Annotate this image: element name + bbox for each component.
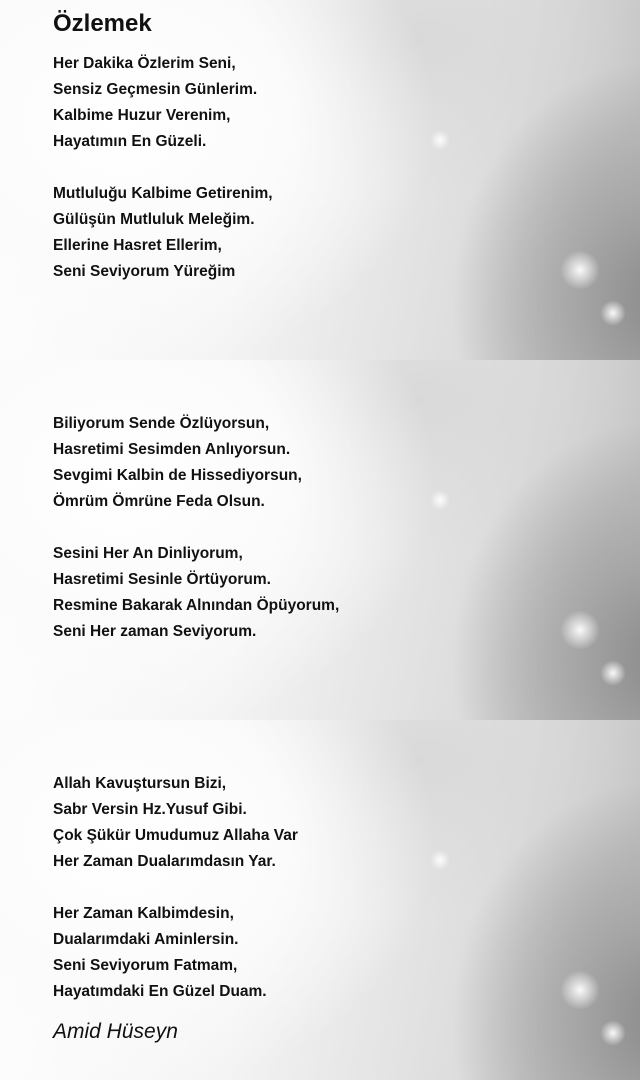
bokeh-light [430, 490, 450, 510]
poem-line: Kalbime Huzur Verenim, [53, 107, 231, 124]
poem-line: Her Dakika Özlerim Seni, [53, 55, 236, 72]
poem-panel-1 [0, 0, 640, 360]
bokeh-light [600, 1020, 626, 1046]
poem-line: Hayatımın En Güzeli. [53, 133, 207, 150]
poem-line: Seni Seviyorum Yüreğim [53, 263, 236, 280]
stanza-3 [53, 411, 302, 515]
poem-line: Allah Kavuştursun Bizi, [53, 775, 227, 792]
bokeh-light [560, 970, 600, 1010]
poem-title: Özlemek [53, 10, 152, 37]
poem-line: Çok Şükür Umudumuz Allaha Var [53, 827, 298, 844]
poem-line: Hayatımdaki En Güzel Duam. [53, 983, 267, 1000]
poem-line: Hasretimi Sesimden Anlıyorsun. [53, 441, 291, 458]
poem-line: Resmine Bakarak Alnından Öpüyorum, [53, 597, 340, 614]
poem-line: Her Zaman Dualarımdasın Yar. [53, 853, 276, 870]
poem-line: Gülüşün Mutluluk Meleğim. [53, 211, 255, 228]
poem-line: Ömrüm Ömrüne Feda Olsun. [53, 493, 265, 510]
bokeh-light [560, 610, 600, 650]
stanza-5 [53, 771, 298, 875]
bokeh-light [430, 850, 450, 870]
bokeh-light [600, 660, 626, 686]
poem-line: Biliyorum Sende Özlüyorsun, [53, 415, 270, 432]
poem-panel-2 [0, 360, 640, 720]
stanza-4 [53, 541, 339, 645]
poem-line: Hasretimi Sesinle Örtüyorum. [53, 571, 271, 588]
poem-line: Her Zaman Kalbimdesin, [53, 905, 234, 922]
poem-author: Amid Hüseyn [53, 1020, 178, 1043]
stanza-6 [53, 901, 267, 1005]
poem-line: Sevgimi Kalbin de Hissediyorsun, [53, 467, 302, 484]
poem-line: Mutluluğu Kalbime Getirenim, [53, 185, 273, 202]
stanza-1 [53, 51, 257, 155]
poem-line: Sesini Her An Dinliyorum, [53, 545, 243, 562]
poem-line: Dualarımdaki Aminlersin. [53, 931, 239, 948]
poem-line: Seni Seviyorum Fatmam, [53, 957, 238, 974]
bokeh-light [600, 300, 626, 326]
bokeh-light [560, 250, 600, 290]
poem-line: Seni Her zaman Seviyorum. [53, 623, 257, 640]
bokeh-light [430, 130, 450, 150]
poem-line: Ellerine Hasret Ellerim, [53, 237, 222, 254]
stanza-2 [53, 181, 273, 285]
poem-panel-3 [0, 720, 640, 1080]
poem-line: Sabr Versin Hz.Yusuf Gibi. [53, 801, 247, 818]
poem-line: Sensiz Geçmesin Günlerim. [53, 81, 258, 98]
